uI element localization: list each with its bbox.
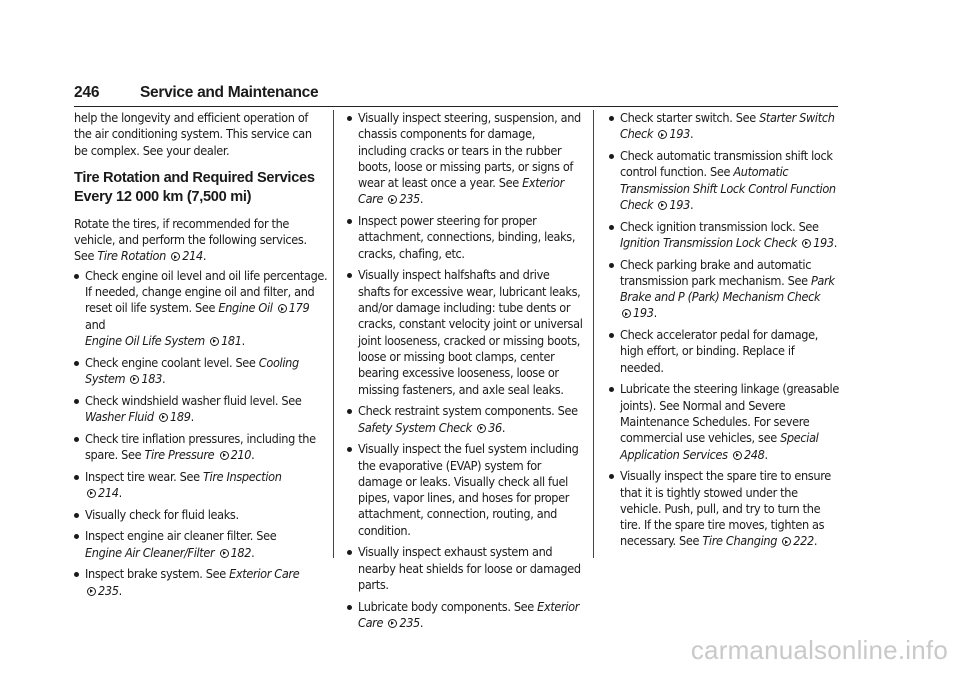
list-item: Visually inspect the spare tire to ensure that it is tightly stowed under the vehicle. Push, pull, and try to turn the tire. If the spare tire moves, tighten as necessary. See Tire Changing 222. <box>609 468 839 549</box>
bullet-icon <box>347 605 352 610</box>
page-ref[interactable]: 193 <box>669 126 690 142</box>
page-ref[interactable]: 210 <box>230 446 252 462</box>
xref[interactable]: Automatic Transmission Shift Lock Control Function Check <box>620 164 836 212</box>
page-ref-arrow-icon <box>220 549 229 558</box>
page-ref-arrow-icon <box>130 375 139 384</box>
page-ref-arrow-icon <box>87 489 96 498</box>
xref[interactable]: Engine Oil <box>218 300 273 316</box>
bullet-icon <box>74 437 79 442</box>
section-title: Service and Maintenance <box>140 84 319 101</box>
xref[interactable]: Exterior Care <box>229 566 300 582</box>
list-item: Check starter switch. See Starter Switch Check 193. <box>609 110 839 143</box>
page-ref-arrow-icon <box>802 239 811 248</box>
xref[interactable]: Exterior Care <box>358 175 564 207</box>
bullet-icon <box>609 225 614 230</box>
bullet-list <box>74 268 328 599</box>
page-header <box>74 84 838 107</box>
list-item: Visually check for fluid leaks. <box>74 507 328 523</box>
list-item: Inspect power steering for proper attachment, connections, binding, leaks, cracks, chafing, etc. <box>347 213 583 262</box>
page-ref-arrow-icon <box>622 309 631 318</box>
page-ref-arrow-icon <box>388 619 397 628</box>
list-item: Check parking brake and automatic transmission park mechanism. See Park Brake and P (Park) Mechanism Check 193. <box>609 257 839 322</box>
page-ref-arrow-icon <box>171 252 180 261</box>
xref[interactable]: Exterior Care <box>358 598 580 630</box>
bullet-icon <box>609 263 614 268</box>
list-item: Visually inspect the fuel system including the evaporative (EVAP) system for damage or leaks. Visually check all fuel pipes, vapor lines, and hoses for proper attachment, connection, routing, and condition. <box>347 441 583 539</box>
page-ref[interactable]: 214 <box>182 248 203 264</box>
bullet-icon <box>609 387 614 392</box>
list-item: Check automatic transmission shift lock control function. See Automatic Transmission Shift Lock Control Function Check 193. <box>609 148 839 213</box>
page-ref-arrow-icon <box>782 537 791 546</box>
xref[interactable]: Starter Switch Check <box>620 110 835 142</box>
xref[interactable]: Cooling System <box>85 354 299 386</box>
column-3 <box>609 110 839 555</box>
page-ref[interactable]: 181 <box>221 332 242 348</box>
watermark[interactable]: carmanualsonline.info <box>690 635 948 665</box>
column-2 <box>347 110 583 637</box>
xref[interactable]: Tire Inspection <box>202 468 282 484</box>
column-divider <box>593 110 594 558</box>
xref[interactable]: Safety System Check <box>358 419 472 435</box>
page-ref-arrow-icon <box>388 195 397 204</box>
list-item: Check engine coolant level. See Cooling System 183. <box>74 355 328 388</box>
xref[interactable]: Engine Air Cleaner/Filter <box>85 544 215 560</box>
list-item: Lubricate body components. See Exterior Care 235. <box>347 599 583 632</box>
lead-text: Rotate the tires, if recommended for the vehicle, and perform the following services. See <box>74 215 307 264</box>
page-ref[interactable]: 248 <box>743 446 765 462</box>
bullet-icon <box>609 333 614 338</box>
xref-tire-rotation[interactable]: Tire Rotation <box>97 248 166 264</box>
list-item: Inspect tire wear. See Tire Inspection 214. <box>74 469 328 502</box>
bullet-icon <box>74 513 79 518</box>
list-item: Lubricate the steering linkage (greasable joints). See Normal and Severe Maintenance Schedules. For severe commercial use vehicles, see Special Application Services 248. <box>609 381 839 462</box>
xref[interactable]: Washer Fluid <box>85 408 154 424</box>
xref[interactable]: Tire Pressure <box>144 446 215 462</box>
xref[interactable]: Ignition Transmission Lock Check <box>620 234 797 250</box>
list-item: Inspect brake system. See Exterior Care 235. <box>74 566 328 599</box>
xref[interactable]: Park Brake and P (Park) Mechanism Check <box>620 272 835 305</box>
page-number: 246 <box>74 84 100 101</box>
page-ref-arrow-icon <box>658 201 667 210</box>
page-ref[interactable]: 214 <box>98 484 119 500</box>
bullet-icon <box>74 534 79 539</box>
page-ref[interactable]: 193 <box>633 305 654 321</box>
page-ref-arrow-icon <box>733 451 742 460</box>
bullet-icon <box>347 273 352 278</box>
bullet-icon <box>347 550 352 555</box>
page-ref-arrow-icon <box>87 587 96 596</box>
page-ref-arrow-icon <box>210 337 219 346</box>
list-item: Check engine oil level and oil life percentage. If needed, change engine oil and filter, and reset oil life system. See Engine Oil 179 and Engine Oil Life System 181. <box>74 268 328 349</box>
bullet-icon <box>609 116 614 121</box>
list-item: Inspect engine air cleaner filter. See Engine Air Cleaner/Filter 182. <box>74 528 328 561</box>
page-ref[interactable]: 235 <box>399 191 420 207</box>
page-ref-arrow-icon <box>220 451 229 460</box>
list-item: Check restraint system components. See Safety System Check 36. <box>347 403 583 436</box>
bullet-icon <box>347 116 352 121</box>
list-item: Visually inspect exhaust system and nearby heat shields for loose or damaged parts. <box>347 544 583 593</box>
page-ref[interactable]: 222 <box>793 533 814 549</box>
bullet-icon <box>74 572 79 577</box>
page-ref-arrow-icon <box>477 424 486 433</box>
bullet-icon <box>74 361 79 366</box>
column-divider <box>333 110 334 558</box>
page-ref-arrow-icon <box>658 130 667 139</box>
page-ref[interactable]: 182 <box>230 544 252 560</box>
page-ref-arrow-icon <box>278 304 287 313</box>
intro-paragraph: help the longevity and efficient operation of the air conditioning system. This service can be complex. See your dealer. <box>74 110 312 158</box>
list-item: Check accelerator pedal for damage, high effort, or binding. Replace if needed. <box>609 327 839 376</box>
page-ref[interactable]: 193 <box>813 234 834 250</box>
page-ref-arrow-icon <box>159 413 168 422</box>
bullet-icon <box>74 475 79 480</box>
bullet-icon <box>347 409 352 414</box>
bullet-icon <box>347 447 352 452</box>
section-heading: Tire Rotation and Required Services Every 12 000 km (7,500 mi) <box>74 169 315 205</box>
list-item: Check windshield washer fluid level. See Washer Fluid 189. <box>74 393 328 426</box>
page-ref[interactable]: 193 <box>669 196 690 212</box>
page-ref[interactable]: 183 <box>141 370 162 386</box>
xref[interactable]: Special Application Services <box>620 430 819 462</box>
xref[interactable]: Engine Oil Life System <box>85 332 205 348</box>
bullet-icon <box>609 154 614 159</box>
bullet-icon <box>74 274 79 279</box>
column-1 <box>74 110 328 604</box>
xref[interactable]: Tire Changing <box>702 533 778 549</box>
page-ref[interactable]: 179 <box>288 300 310 316</box>
bullet-icon <box>609 474 614 479</box>
bullet-icon <box>74 399 79 404</box>
page-ref[interactable]: 235 <box>98 582 119 598</box>
list-item: Check ignition transmission lock. See Ignition Transmission Lock Check 193. <box>609 219 839 252</box>
lead-paragraph: Rotate the tires, if recommended for the vehicle, and perform the following services. See Tire Rotation 214. <box>74 215 307 264</box>
bullet-icon <box>347 219 352 224</box>
list-item: Visually inspect halfshafts and drive shafts for excessive wear, lubricant leaks, and/or damage including: tube dents or cracks, constant velocity joint or universal joint looseness, cracked or missing boots, loose or missing boot clamps, center bearing excessive looseness, loose or missing fasteners, and axle seal leaks. <box>347 267 583 397</box>
list-item: Visually inspect steering, suspension, and chassis components for damage, including cracks or tears in the rubber boots, loose or missing parts, or signs of wear at least once a year. See Exterior Care 235. <box>347 110 583 208</box>
list-item: Check tire inflation pressures, including the spare. See Tire Pressure 210. <box>74 431 328 464</box>
page-ref[interactable]: 189 <box>170 408 191 424</box>
page-ref[interactable]: 235 <box>399 614 420 630</box>
page-ref[interactable]: 36 <box>488 419 502 435</box>
